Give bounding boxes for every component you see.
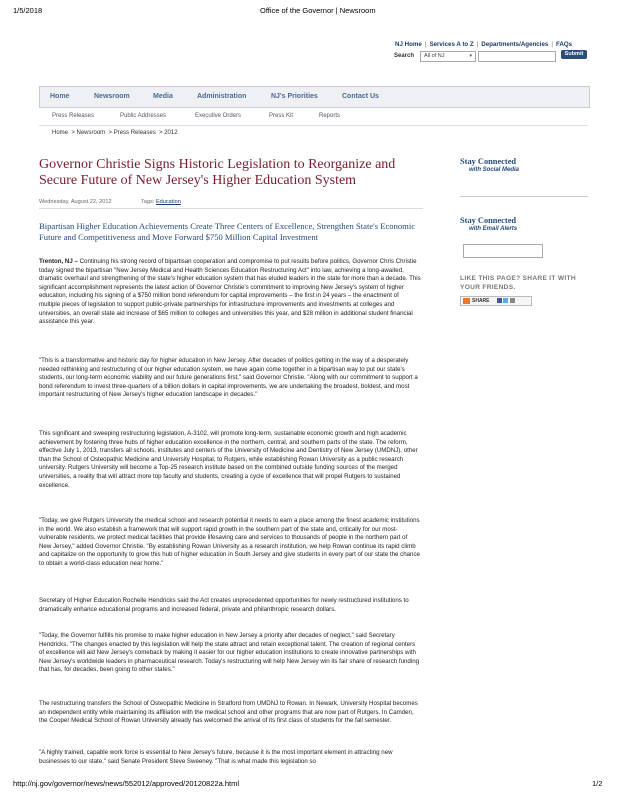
paragraph-7: The restructuring transfers the School of Osteopathic Medicine in Stratford from UMDNJ to Rowan. In Newark, University Hospital becomes an independent entity while maintaining its affiliation with the medical school and other programs that are now part of Rutgers. In Camden, the Cooper Medical School of Rowan University already has welcomed the arrival of its first class of students for the fall semester.: [39, 700, 418, 725]
stay-connected-email-title[interactable]: Stay Connected: [460, 216, 517, 225]
main-nav-media[interactable]: Media: [153, 93, 173, 100]
nav-nj-home[interactable]: NJ Home: [395, 41, 422, 48]
search-input[interactable]: [478, 51, 556, 62]
search-scope-value: All of NJ: [424, 53, 445, 59]
nav-departments[interactable]: Departments/Agencies: [481, 41, 549, 48]
chevron-down-icon: ▾: [469, 53, 472, 59]
share-icon: [463, 298, 470, 304]
sub-nav-reports[interactable]: Reports: [319, 113, 341, 119]
tags-label: Tags:: [141, 199, 155, 205]
paragraph-8: "A highly trained, capable work force is essential to New Jersey's future, because it is the most important element in attracting new businesses to our state," said Senate President Steve Sweeney. "That is what made this legislation so: [39, 749, 393, 765]
sub-nav-press-kit[interactable]: Press Kit: [269, 113, 294, 119]
main-nav-newsroom[interactable]: Newsroom: [94, 93, 130, 100]
nav-services[interactable]: Services A to Z: [429, 41, 474, 48]
sub-nav-public-addresses[interactable]: Public Addresses: [120, 113, 167, 119]
print-title: Office of the Governor | Newsroom: [260, 6, 376, 15]
main-nav-administration[interactable]: Administration: [197, 93, 247, 100]
article-subheading: Bipartisan Higher Education Achievements Create Three Centers of Excellence, Strengthen State's Economic Future and Competitiveness and Move Forward $750 Million Capital Investment: [39, 221, 416, 242]
share-prompt: LIKE THIS PAGE? SHARE IT WITH YOUR FRIENDS.: [460, 275, 576, 291]
meta-divider: [39, 208, 423, 209]
main-nav-priorities[interactable]: NJ's Priorities: [271, 93, 318, 100]
tag-education-link[interactable]: Education: [155, 199, 181, 205]
print-url: http://nj.gov/governor/news/news/552012/approved/20120822a.html: [13, 779, 239, 788]
share-label: SHARE: [472, 298, 490, 304]
sidebar-divider: [460, 196, 588, 197]
share-button[interactable]: [460, 296, 532, 306]
sub-nav-press-releases[interactable]: Press Releases: [52, 113, 95, 119]
main-nav: [39, 86, 590, 108]
nav-faqs[interactable]: FAQs: [555, 41, 573, 48]
twitter-icon: [503, 298, 508, 303]
paragraph-3: This significant and sweeping restructuring legislation, A-3102, will promote long-term, sustainable economic growth and high academic achievement by fostering three hubs of higher education excellence in the northern, central, and southern parts of the state. The reform, effective July 1, 2013, transfers all schools, institutes and centers of the University of Medicine and Dentistry of New Jersey (UMDNJ), other than the School of Osteopathic Medicine and University Hospital, to Rutgers, while establishing Rowan University as a public research university. Rutgers University will become a Top-25 research institute based on the combined outside funding sources of the merged universities, a reality that will attract more top faculty and students, creating a cycle of excellence that will propel Rutgers to sustained excellence.: [39, 430, 418, 489]
stay-connected-social-title[interactable]: Stay Connected: [460, 157, 517, 166]
print-date: 1/5/2018: [13, 6, 43, 15]
divider: [39, 125, 588, 126]
stay-connected-email-sub[interactable]: with Email Alerts: [469, 226, 518, 232]
article-tags: [141, 199, 181, 205]
paragraph-4: "Today, we give Rutgers University the medical school and research potential it needs to earn a place among the finest academic institutions in the world. We also establish a framework that will support rapid growth in the southern part of the state and, critically for our most-vulnerable residents, we protect medical facilities that provide lifesaving care and services to thousands of people in the northern part of New Jersey," added Governor Christie. "By establishing Rowan University as a research institution, we help Rowan continue its rapid climb and capitalize on the opportunity to grow this hub of higher education in South Jersey and give students in every part of our state the chance to obtain a world-class education near home.": [39, 517, 420, 567]
paragraph-1: [39, 258, 421, 327]
paragraph-5: Secretary of Higher Education Rochelle Hendricks said the Act creates unprecedented opportunities for newly restructured institutions to dramatically enhance educational programs and increased federal, private and philanthropic research dollars.: [39, 597, 409, 613]
main-nav-home[interactable]: Home: [50, 93, 70, 100]
dateline: Trenton, NJ –: [39, 258, 78, 265]
article-date: Wednesday, August 22, 2012: [39, 199, 112, 205]
search-label: Search: [394, 53, 415, 59]
search-submit-button[interactable]: Submit: [561, 50, 587, 59]
facebook-icon: [497, 298, 502, 303]
search-scope-select[interactable]: [420, 51, 476, 62]
email-input[interactable]: [463, 244, 543, 258]
email-icon: [510, 298, 515, 303]
sub-nav: [39, 110, 588, 124]
paragraph-1-text: Continuing his strong record of bipartisan cooperation and compromise to put results before politics, Governor Chris Christie today signed the bipartisan "New Jersey Medical and Health Sciences Education Restructuring Act" into law, achieving a long-awaited, dramatic overhaul and strengthening of the state's higher education system that has eluded leaders in the state for more than a decade. This significant accomplishment represents the latest action of Governor Christie's commitment to improving New Jersey's system of higher education, including his signing of a $750 million bond referendum for capital improvements – the first in 24 years – the enactment of multiple pieces of legislation to support public-private partnerships for infrastructure improvements and investments at colleges and universities, an overall state aid increase of $65 million to colleges and universities this year, and $28 million in additional student financial assistance this year.: [39, 258, 421, 326]
sub-nav-executive-orders[interactable]: Executive Orders: [195, 113, 242, 119]
paragraph-2: "This is a transformative and historic day for higher education in New Jersey. After decades of politics getting in the way of a desperately needed rethinking and restructuring of our higher education system, we have again come together in a bipartisan way to put our state's students, our long-term economic viability and our future generations first," said Governor Christie. "Along with our commitment to support a bond referendum to invest three-quarters of a billion dollars in capital improvements, we are undertaking the broadest, boldest, and most important restructuring of New Jersey's higher education landscape in decades.": [39, 357, 418, 399]
page-title: Governor Christie Signs Historic Legislation to Reorganize and Secure Future of New Jersey's Higher Education System: [39, 157, 396, 188]
breadcrumb[interactable]: Home > Newsroom > Press Releases > 2012: [52, 130, 178, 136]
print-page-number: 1/2: [592, 779, 603, 788]
main-nav-contact[interactable]: Contact Us: [342, 93, 379, 100]
stay-connected-social-sub[interactable]: with Social Media: [469, 167, 520, 173]
utility-nav: NJ Home | Services A to Z | Departments/Agencies | FAQs: [395, 41, 573, 48]
paragraph-6: "Today, the Governor fulfills his promise to make higher education in New Jersey a priority after decades of neglect," said Secretary Hendricks. "The changes enacted by this legislation will help the state attract and retain exceptional talent. The creation of regional centers of excellence will aid New Jersey's comeback by making it easier for our higher education institutions to create innovative partnerships with New Jersey's worldwide leaders in pharmaceutical research. Today's restructuring will help New Jersey win its fair share of research funding that has, for decades, been going to other states.": [39, 632, 420, 674]
